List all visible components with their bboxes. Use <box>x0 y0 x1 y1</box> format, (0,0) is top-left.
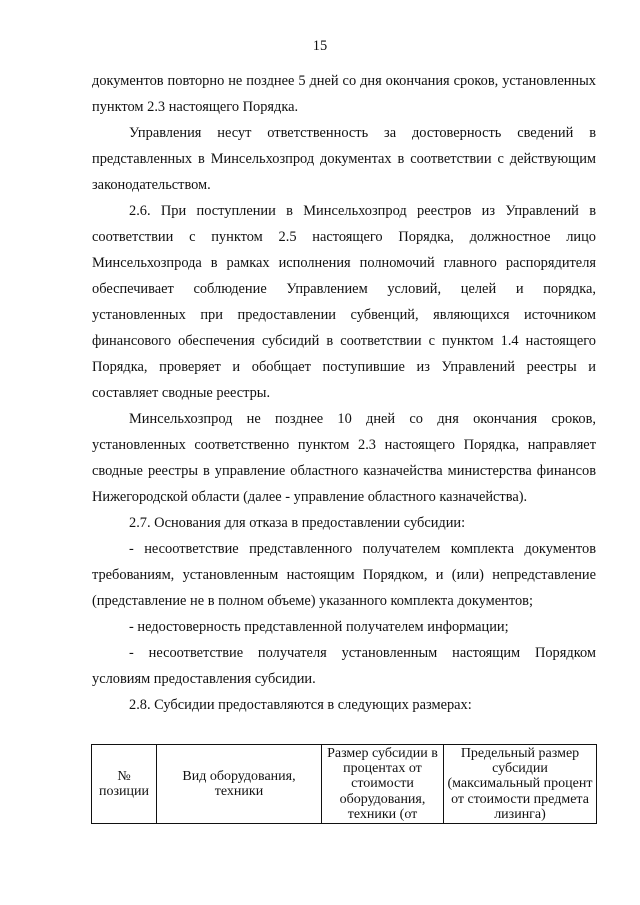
paragraph-2-8: 2.8. Субсидии предоставляются в следующих размерах: <box>129 697 472 713</box>
paragraph-continuation: документов повторно не позднее 5 дней со дня окончания сроков, установленных пунктом 2.3 настоящего Порядка. <box>92 73 596 115</box>
paragraph-treasury: Минсельхозпрод не позднее 10 дней со дня окончания сроков, установленных соответственно пунктом 2.3 настоящего Порядка, направляет сводные реестры в управление областного казначейства министерства финансов Нижегородской области (далее - управление областного казначейства). <box>92 411 596 505</box>
paragraph-responsibility: Управления несут ответственность за достоверность сведений в представленных в Минсельхозпрод документах в соответствии с действующим законодательством. <box>92 125 596 193</box>
header-max-subsidy: Предельный размер субсидии (максимальный процент от стоимости предмета лизинга) <box>444 745 597 824</box>
header-subsidy-percent: Размер субсидии в процентах от стоимости оборудования, техники (от <box>322 745 444 824</box>
refusal-item-conditions: - несоответствие получателя установленным настоящим Порядком условиям предоставления субсидии. <box>92 645 596 687</box>
page-number: 15 <box>312 38 328 54</box>
table-header-row <box>92 745 597 824</box>
paragraph-2-6: 2.6. При поступлении в Минсельхозпрод реестров из Управлений в соответствии с пунктом 2.5 настоящего Порядка, должностное лицо Минсельхозпрода в рамках исполнения полномочий главного распорядителя обеспечивает соблюдение Управлением условий, целей и порядка, установленных при предоставлении субвенций, являющихся источником финансового обеспечения субсидий в соответствии с пунктом 1.4 настоящего Порядка, проверяет и обобщает поступившие из Управлений реестры и составляет сводные реестры. <box>92 203 596 401</box>
refusal-item-documents: - несоответствие представленного получателем комплекта документов требованиям, установленным настоящим Порядком, и (или) непредставление (представление не в полном объеме) указанного комплекта документов; <box>92 541 596 609</box>
document-body <box>92 68 596 718</box>
header-position-number: № позиции <box>92 745 157 824</box>
refusal-item-unreliable: - недостоверность представленной получателем информации; <box>129 619 509 635</box>
header-equipment-type: Вид оборудования, техники <box>157 745 322 824</box>
subsidy-table <box>91 744 597 824</box>
paragraph-2-7: 2.7. Основания для отказа в предоставлении субсидии: <box>129 515 466 531</box>
